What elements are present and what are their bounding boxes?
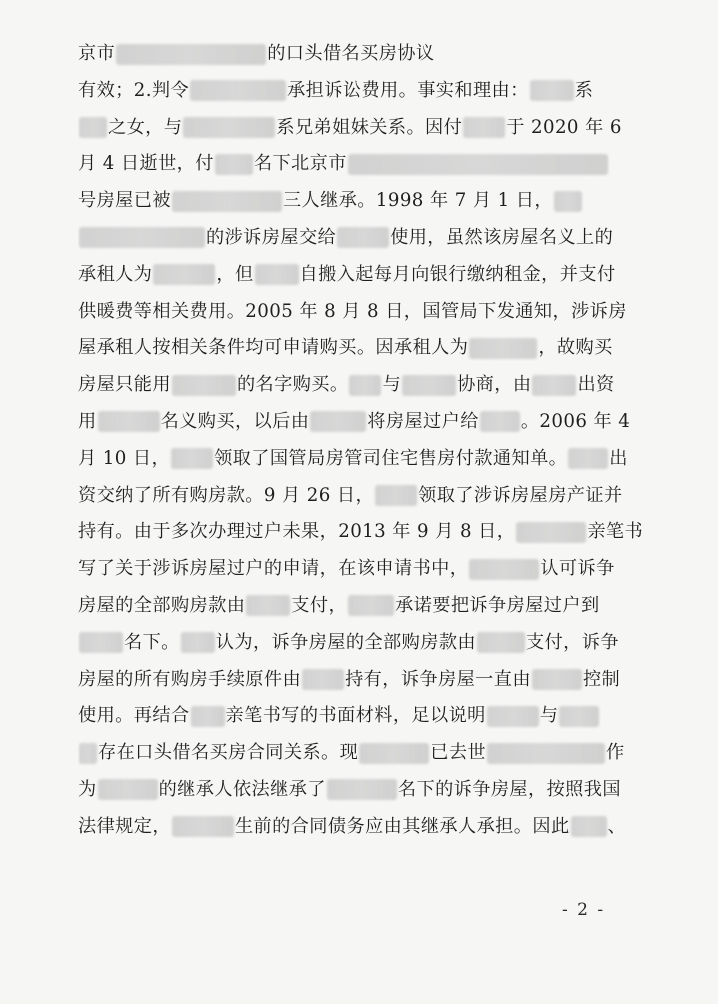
text-segment: 的名字购买。: [236, 374, 349, 396]
text-segment: 京市: [78, 43, 116, 64]
text-segment: 与: [539, 705, 559, 727]
text-segment: 出资: [577, 374, 615, 396]
redaction-block: [246, 595, 290, 616]
redaction-block: [191, 706, 225, 727]
text-segment: 、: [607, 815, 627, 837]
redaction-block: [568, 448, 608, 469]
redaction-block: [402, 375, 456, 396]
redaction-block: [469, 559, 539, 580]
redaction-block: [348, 154, 608, 175]
text-segment: 系: [574, 79, 594, 101]
redaction-block: [98, 411, 160, 432]
text-line: [78, 551, 644, 588]
redaction-block: [348, 595, 394, 616]
text-segment: 认为，诉争房屋的全部购房款由: [215, 631, 476, 653]
text-segment: 领取了涉诉房屋房产证并: [418, 484, 623, 506]
redaction-block: [172, 816, 234, 837]
text-segment: 月 4 日逝世，付: [78, 153, 214, 175]
redaction-block: [375, 485, 417, 506]
text-line: [78, 257, 644, 294]
redaction-block: [337, 227, 389, 248]
text-line: [78, 367, 644, 404]
text-segment: 将房屋过户给: [367, 410, 479, 432]
text-segment: 使用。再结合: [78, 705, 190, 727]
text-segment: 亲笔书: [587, 521, 644, 543]
redaction-block: [463, 117, 505, 138]
redaction-block: [327, 779, 397, 800]
redaction-block: [79, 227, 205, 248]
redaction-block: [116, 44, 266, 65]
text-segment: 写了关于涉诉房屋过户的申请，在该申请书中，: [78, 558, 469, 580]
text-segment: 承诺要把诉争房屋过户到: [395, 594, 600, 616]
text-line: [78, 294, 644, 331]
text-segment: 资交纳了所有购房款。9 月 26 日，: [78, 484, 375, 506]
text-segment: 名下北京市: [253, 153, 347, 175]
text-line: [78, 404, 644, 441]
text-segment: 承租人为: [78, 263, 153, 285]
redaction-block: [215, 154, 253, 175]
redaction-block: [183, 117, 275, 138]
text-line: [78, 735, 644, 772]
text-segment: 于 2020 年 6: [506, 116, 622, 138]
redaction-block: [153, 264, 215, 285]
page-number: - 2 -: [562, 900, 606, 920]
text-segment: 控制: [582, 668, 621, 690]
text-segment: 用: [78, 410, 97, 432]
text-segment: 法律规定，: [78, 815, 171, 837]
redaction-block: [554, 191, 582, 212]
text-segment: 领取了国管局房管司住宅售房付款通知单。: [214, 447, 568, 469]
redaction-block: [172, 375, 236, 396]
redaction-block: [359, 743, 429, 764]
redaction-block: [98, 779, 158, 800]
redaction-block: [480, 411, 520, 432]
document-body: [78, 36, 644, 846]
text-segment: 认可诉争: [540, 558, 615, 580]
redaction-block: [79, 632, 123, 653]
redaction-block: [516, 522, 586, 543]
text-segment: 的口头借名买房协议: [267, 43, 435, 64]
redaction-block: [559, 706, 599, 727]
text-line: [78, 146, 644, 183]
redaction-block: [302, 669, 344, 690]
text-segment: 已去世: [430, 742, 486, 764]
text-line: [78, 514, 644, 551]
text-segment: 出: [609, 447, 628, 469]
text-segment: 号房屋已被: [78, 190, 171, 212]
redaction-block: [190, 80, 286, 101]
redaction-block: [349, 375, 381, 396]
text-segment: 生前的合同债务应由其继承人承担。因此: [234, 815, 570, 837]
text-segment: 与: [382, 374, 402, 396]
redaction-block: [532, 375, 576, 396]
text-segment: 承担诉讼费用。事实和理由：: [287, 79, 529, 101]
text-segment: 的继承人依法继承了: [158, 778, 326, 800]
text-segment: 名下。: [124, 631, 180, 653]
redaction-block: [532, 669, 582, 690]
text-segment: 支付，: [291, 594, 348, 616]
text-line: [78, 441, 644, 478]
text-segment: 月 10 日，: [78, 447, 171, 469]
text-line: [78, 809, 644, 846]
text-segment: 房屋的全部购房款由: [78, 594, 246, 616]
redaction-block: [79, 743, 97, 764]
text-segment: 的涉诉房屋交给: [206, 226, 337, 248]
text-segment: ，故购买: [538, 337, 613, 359]
text-line: [78, 588, 644, 625]
text-segment: 供暖费等相关费用。2005 年 8 月 8 日，国管局下发通知，涉诉房: [78, 300, 627, 322]
text-segment: 使用，虽然该房屋名义上的: [390, 226, 614, 248]
text-segment: 之女，与: [108, 116, 183, 138]
text-line: [78, 330, 644, 367]
text-segment: 作: [606, 742, 625, 764]
redaction-block: [255, 264, 299, 285]
text-line: [78, 772, 644, 809]
redaction-block: [172, 191, 282, 212]
text-line: [78, 625, 644, 662]
redaction-block: [487, 706, 539, 727]
text-segment: 三人继承。1998 年 7 月 1 日，: [282, 190, 553, 212]
text-segment: 有效；2.判令: [78, 79, 190, 101]
text-segment: ，但: [216, 263, 254, 285]
text-segment: 屋承租人按相关条件均可申请购买。因承租人为: [78, 337, 469, 359]
text-segment: 亲笔书写的书面材料，足以说明: [225, 705, 486, 727]
text-segment: 自搬入起每月向银行缴纳租金，并支付: [299, 263, 616, 285]
redaction-block: [571, 816, 607, 837]
text-line: [78, 183, 644, 220]
redaction-block: [530, 80, 574, 101]
text-segment: 持有，诉争房屋一直由: [345, 668, 531, 690]
text-segment: 协商，由: [457, 374, 532, 396]
text-segment: 存在口头借名买房合同关系。现: [98, 742, 359, 764]
text-segment: 。2006 年 4: [520, 410, 631, 432]
text-segment: 持有。由于多次办理过户未果，2013 年 9 月 8 日，: [78, 521, 516, 543]
redaction-block: [469, 338, 537, 359]
text-segment: 名下的诉争房屋，按照我国: [397, 778, 621, 800]
text-segment: 支付，诉争: [526, 631, 619, 653]
text-line: [78, 36, 644, 73]
redaction-block: [171, 448, 213, 469]
redaction-block: [477, 632, 525, 653]
text-line: [78, 220, 644, 257]
text-line: [78, 110, 644, 147]
redaction-block: [79, 117, 107, 138]
text-line: [78, 662, 644, 699]
redaction-block: [310, 411, 366, 432]
text-segment: 系兄弟姐妹关系。因付: [276, 116, 463, 138]
text-line: [78, 73, 644, 110]
text-segment: 房屋只能用: [78, 374, 171, 396]
redaction-block: [487, 743, 605, 764]
text-segment: 名义购买，以后由: [160, 410, 310, 432]
text-line: [78, 478, 644, 515]
text-segment: 房屋的所有购房手续原件由: [78, 668, 302, 690]
text-segment: 为: [78, 778, 97, 800]
redaction-block: [181, 632, 215, 653]
text-line: [78, 698, 644, 735]
